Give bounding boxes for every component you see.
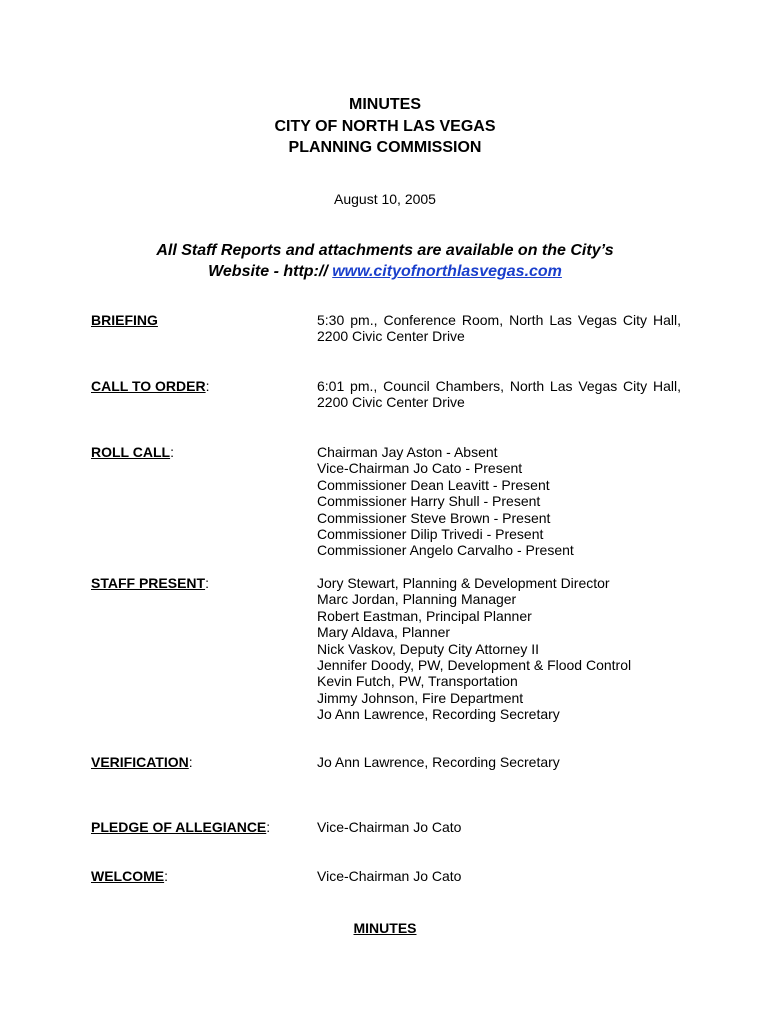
briefing-section xyxy=(91,312,691,352)
staff-present-label: STAFF PRESENT: xyxy=(91,575,209,591)
roll-call-item: Commissioner Harry Shull - Present xyxy=(317,493,541,510)
call-to-order-section xyxy=(91,378,691,418)
notice-line-2 xyxy=(0,261,770,282)
briefing-line-2: 2200 Civic Center Drive xyxy=(317,328,465,345)
call-to-order-line-2: 2200 Civic Center Drive xyxy=(317,394,465,411)
welcome-label: WELCOME: xyxy=(91,868,168,884)
verification-label: VERIFICATION: xyxy=(91,754,193,770)
pledge-value xyxy=(317,819,681,835)
call-to-order-label: CALL TO ORDER: xyxy=(91,378,210,394)
document-title xyxy=(0,94,770,159)
welcome-value xyxy=(317,868,681,884)
staff-member-item: Kevin Futch, PW, Transportation xyxy=(317,673,518,690)
staff-present-section xyxy=(91,575,691,730)
title-line-city: CITY OF NORTH LAS VEGAS xyxy=(274,117,496,135)
pledge-section xyxy=(91,819,691,839)
briefing-line-1: 5:30 pm., Conference Room, North Las Vegas City Hall, xyxy=(317,312,681,328)
verification-value xyxy=(317,754,681,770)
staff-member-item: Jimmy Johnson, Fire Department xyxy=(317,689,524,706)
call-to-order-value xyxy=(317,378,681,411)
roll-call-list xyxy=(317,444,681,559)
staff-member-item: Jory Stewart, Planning & Development Director xyxy=(317,575,610,591)
notice-website-prefix: Website - http:// xyxy=(208,263,333,280)
staff-member-item: Marc Jordan, Planning Manager xyxy=(317,591,517,608)
roll-call-item: Commissioner Dilip Trivedi - Present xyxy=(317,526,544,543)
pledge-label: PLEDGE OF ALLEGIANCE: xyxy=(91,819,271,835)
staff-member-item: Robert Eastman, Principal Planner xyxy=(317,607,532,624)
roll-call-item: Chairman Jay Aston - Absent xyxy=(317,444,498,460)
city-website-link[interactable]: www.cityofnorthlasvegas.com xyxy=(332,263,562,280)
staff-member-item: Jo Ann Lawrence, Recording Secretary xyxy=(317,706,560,723)
verification-section xyxy=(91,754,691,774)
pledge-line: Vice-Chairman Jo Cato xyxy=(317,819,462,835)
notice-line-1: All Staff Reports and attachments are available on the City’s xyxy=(156,242,614,259)
staff-member-item: Mary Aldava, Planner xyxy=(317,624,451,641)
briefing-label: BRIEFING xyxy=(91,312,158,328)
pledge-colon: : xyxy=(266,819,271,835)
title-line-minutes: MINUTES xyxy=(349,96,421,113)
staff-present-list xyxy=(317,575,681,723)
roll-call-item: Commissioner Dean Leavitt - Present xyxy=(317,476,550,493)
staff-present-colon: : xyxy=(205,575,209,591)
roll-call-label: ROLL CALL: xyxy=(91,444,174,460)
welcome-colon: : xyxy=(164,868,168,884)
minutes-section-heading: MINUTES xyxy=(353,920,417,936)
roll-call-colon: : xyxy=(170,444,174,460)
verification-line: Jo Ann Lawrence, Recording Secretary xyxy=(317,754,560,770)
welcome-section xyxy=(91,868,691,888)
staff-member-item: Nick Vaskov, Deputy City Attorney II xyxy=(317,640,540,657)
verification-colon: : xyxy=(188,754,193,770)
call-to-order-colon: : xyxy=(205,378,210,394)
staff-member-item: Jennifer Doody, PW, Development & Flood Control xyxy=(317,657,632,674)
briefing-value xyxy=(317,312,681,345)
meeting-date: August 10, 2005 xyxy=(334,191,436,207)
call-to-order-line-1: 6:01 pm., Council Chambers, North Las Vegas City Hall, xyxy=(317,378,681,394)
roll-call-item: Commissioner Steve Brown - Present xyxy=(317,509,551,526)
roll-call-item: Commissioner Angelo Carvalho - Present xyxy=(317,542,574,559)
welcome-line: Vice-Chairman Jo Cato xyxy=(317,868,462,884)
title-line-commission: PLANNING COMMISSION xyxy=(288,139,482,156)
roll-call-item: Vice-Chairman Jo Cato - Present xyxy=(317,460,523,477)
staff-reports-notice xyxy=(0,240,770,282)
roll-call-section xyxy=(91,444,691,564)
